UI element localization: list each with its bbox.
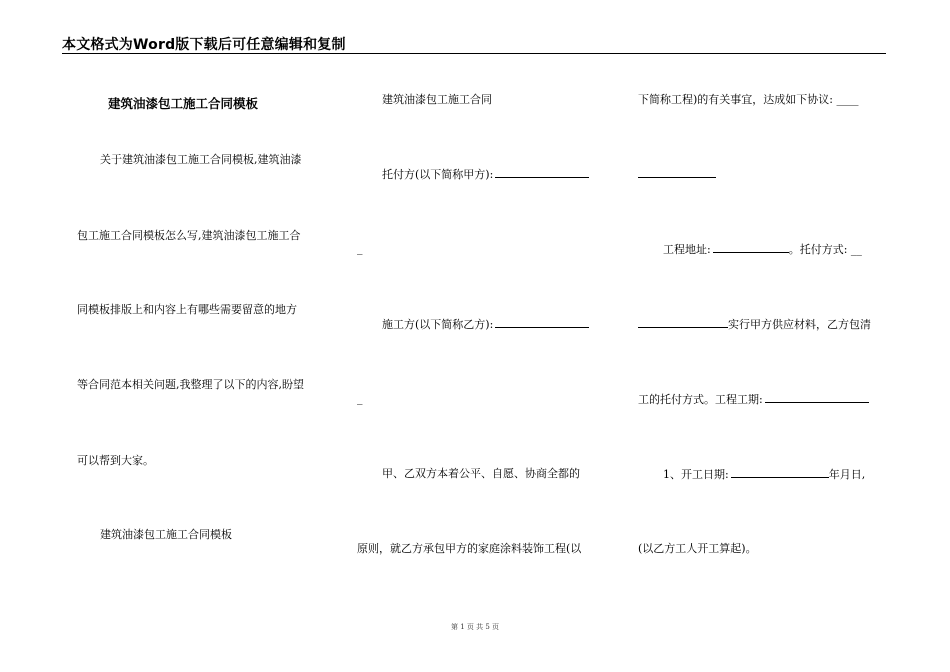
party-b-label: 施工方(以下简称乙方): — [382, 318, 494, 331]
blank-line — [638, 167, 716, 182]
duration-label: 工的托付方式。工程工期: — [638, 393, 763, 406]
paragraph-line: 同模板排版上和内容上有哪些需要留意的地方 — [77, 303, 297, 316]
project-address-label: 工程地址: — [663, 243, 711, 256]
party-b-line — [382, 317, 589, 332]
document-title: 建筑油漆包工施工合同模板 — [108, 96, 259, 111]
paragraph-line: 甲、乙双方本着公平、自愿、协商全都的 — [382, 467, 580, 480]
project-address-blank — [713, 242, 789, 253]
start-date-line — [663, 467, 865, 482]
supply-line — [638, 317, 871, 332]
party-b-blank — [495, 317, 589, 328]
party-a-label: 托付方(以下简称甲方): — [382, 168, 494, 181]
start-date-blank — [731, 467, 829, 478]
underscore-line: _ — [357, 242, 363, 255]
duration-blank — [765, 392, 869, 403]
party-a-blank — [495, 167, 589, 178]
paragraph-line: 等合同范本相关问题,我整理了以下的内容,盼望 — [77, 378, 304, 391]
paragraph-line: 下简称工程)的有关事宜，达成如下协议: ____ — [638, 93, 859, 106]
paragraph-line: 关于建筑油漆包工施工合同模板,建筑油漆 — [100, 153, 302, 166]
project-address-line — [663, 242, 862, 257]
duration-line — [638, 392, 869, 407]
document-header-title: 本文格式为Word版下载后可任意编辑和复制 — [62, 37, 346, 53]
start-date-label: 1、开工日期: — [663, 468, 729, 481]
start-date-suffix: 年月日, — [828, 468, 866, 481]
supply-blank — [638, 317, 728, 328]
supply-text: 实行甲方供应材料，乙方包清 — [728, 318, 871, 331]
section-heading: 建筑油漆包工施工合同模板 — [100, 528, 232, 541]
contract-name-line: 建筑油漆包工施工合同 — [382, 93, 492, 106]
paragraph-line: 可以帮到大家。 — [77, 454, 154, 467]
header-divider — [62, 53, 886, 54]
page-number: 第 1 页 共 5 页 — [450, 623, 500, 631]
blank-field — [638, 167, 716, 178]
paragraph-line: 原则，就乙方承包甲方的家庭涂料装饰工程(以 — [357, 542, 582, 555]
underscore-line: _ — [357, 392, 363, 405]
paragraph-line: (以乙方工人开工算起)。 — [638, 542, 757, 555]
party-a-line — [382, 167, 589, 182]
commission-method-label: 。托付方式: __ — [788, 243, 862, 256]
paragraph-line: 包工施工合同模板怎么写,建筑油漆包工施工合 — [77, 229, 301, 242]
